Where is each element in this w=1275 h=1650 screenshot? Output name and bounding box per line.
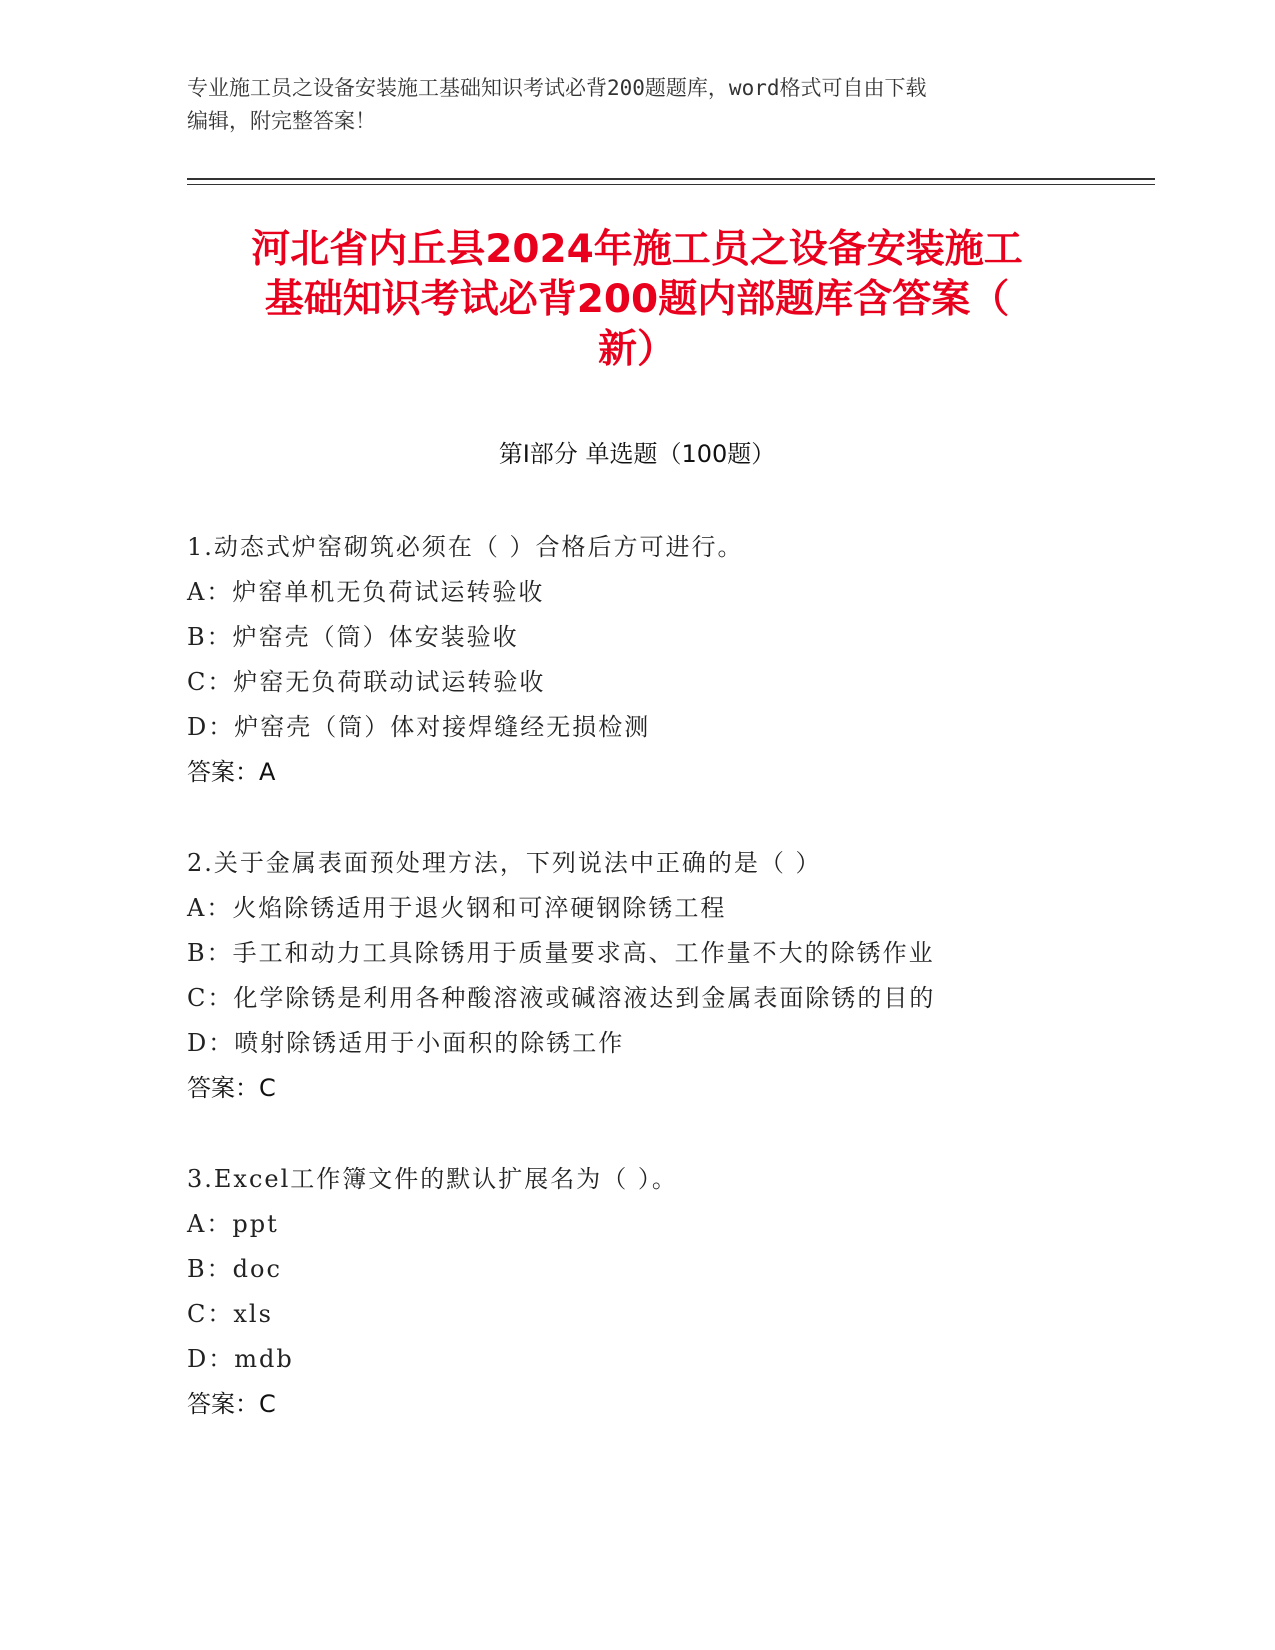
option-prefix: D： [187,1029,235,1057]
document-title [187,225,1087,375]
option-prefix: A： [187,894,233,922]
option-c [187,1292,1147,1337]
option-d [187,705,1147,750]
question-stem: 3.Excel工作簿文件的默认扩展名为（ ）。 [187,1165,678,1193]
question-item [187,1157,1147,1427]
option-prefix: A： [187,1210,233,1238]
option-text: 喷射除锈适用于小面积的除锈工作 [234,1029,625,1057]
option-a [187,570,1147,615]
option-c [187,976,1147,1021]
answer: 答案：A [187,758,276,786]
option-text: ppt [232,1210,279,1238]
option-a [187,886,1147,931]
option-b [187,931,1147,976]
option-c [187,660,1147,705]
header-note [187,72,1087,138]
option-text: 炉窑壳（筒）体对接焊缝经无损检测 [234,713,651,741]
option-text: 炉窑壳（筒）体安装验收 [232,623,519,651]
option-b [187,615,1147,660]
option-text: mdb [234,1345,294,1373]
option-prefix: C： [187,1300,234,1328]
option-b [187,1247,1147,1292]
option-d [187,1021,1147,1066]
option-prefix: C： [187,984,234,1012]
question-item [187,841,1147,1111]
option-text: 火焰除锈适用于退火钢和可淬硬钢除锈工程 [232,894,727,922]
question-item [187,525,1147,795]
title-line-2: 基础知识考试必背200题内部题库含答案（ [264,277,1010,322]
option-prefix: D： [187,713,235,741]
option-text: 化学除锈是利用各种酸溶液或碱溶液达到金属表面除锈的目的 [233,984,936,1012]
header-note-line-2: 编辑，附完整答案！ [187,109,376,133]
option-a [187,1202,1147,1247]
title-line-1: 河北省内丘县2024年施工员之设备安装施工 [251,227,1023,272]
answer: 答案：C [187,1390,276,1418]
option-prefix: C： [187,668,234,696]
header-divider-thick [187,178,1155,180]
option-text: 炉窑无负荷联动试运转验收 [233,668,546,696]
option-prefix: B： [187,939,233,967]
option-text: 炉窑单机无负荷试运转验收 [232,578,545,606]
option-text: 手工和动力工具除锈用于质量要求高、工作量不大的除锈作业 [232,939,935,967]
header-divider-thin [187,184,1155,185]
question-stem: 2.关于金属表面预处理方法，下列说法中正确的是（ ） [187,849,822,877]
question-stem: 1.动态式炉窑砌筑必须在（ ）合格后方可进行。 [187,533,744,561]
title-line-3: 新） [597,327,676,372]
option-text: xls [233,1300,273,1328]
question-list [187,525,1147,1473]
answer: 答案：C [187,1074,276,1102]
header-note-line-1: 专业施工员之设备安装施工基础知识考试必背200题题库，word格式可自由下载 [187,76,927,100]
option-prefix: B： [187,623,233,651]
option-prefix: B： [187,1255,233,1283]
option-d [187,1337,1147,1382]
option-prefix: A： [187,578,233,606]
option-text: doc [232,1255,282,1283]
section-heading: 第Ⅰ部分 单选题（100题） [498,440,776,468]
option-prefix: D： [187,1345,235,1373]
